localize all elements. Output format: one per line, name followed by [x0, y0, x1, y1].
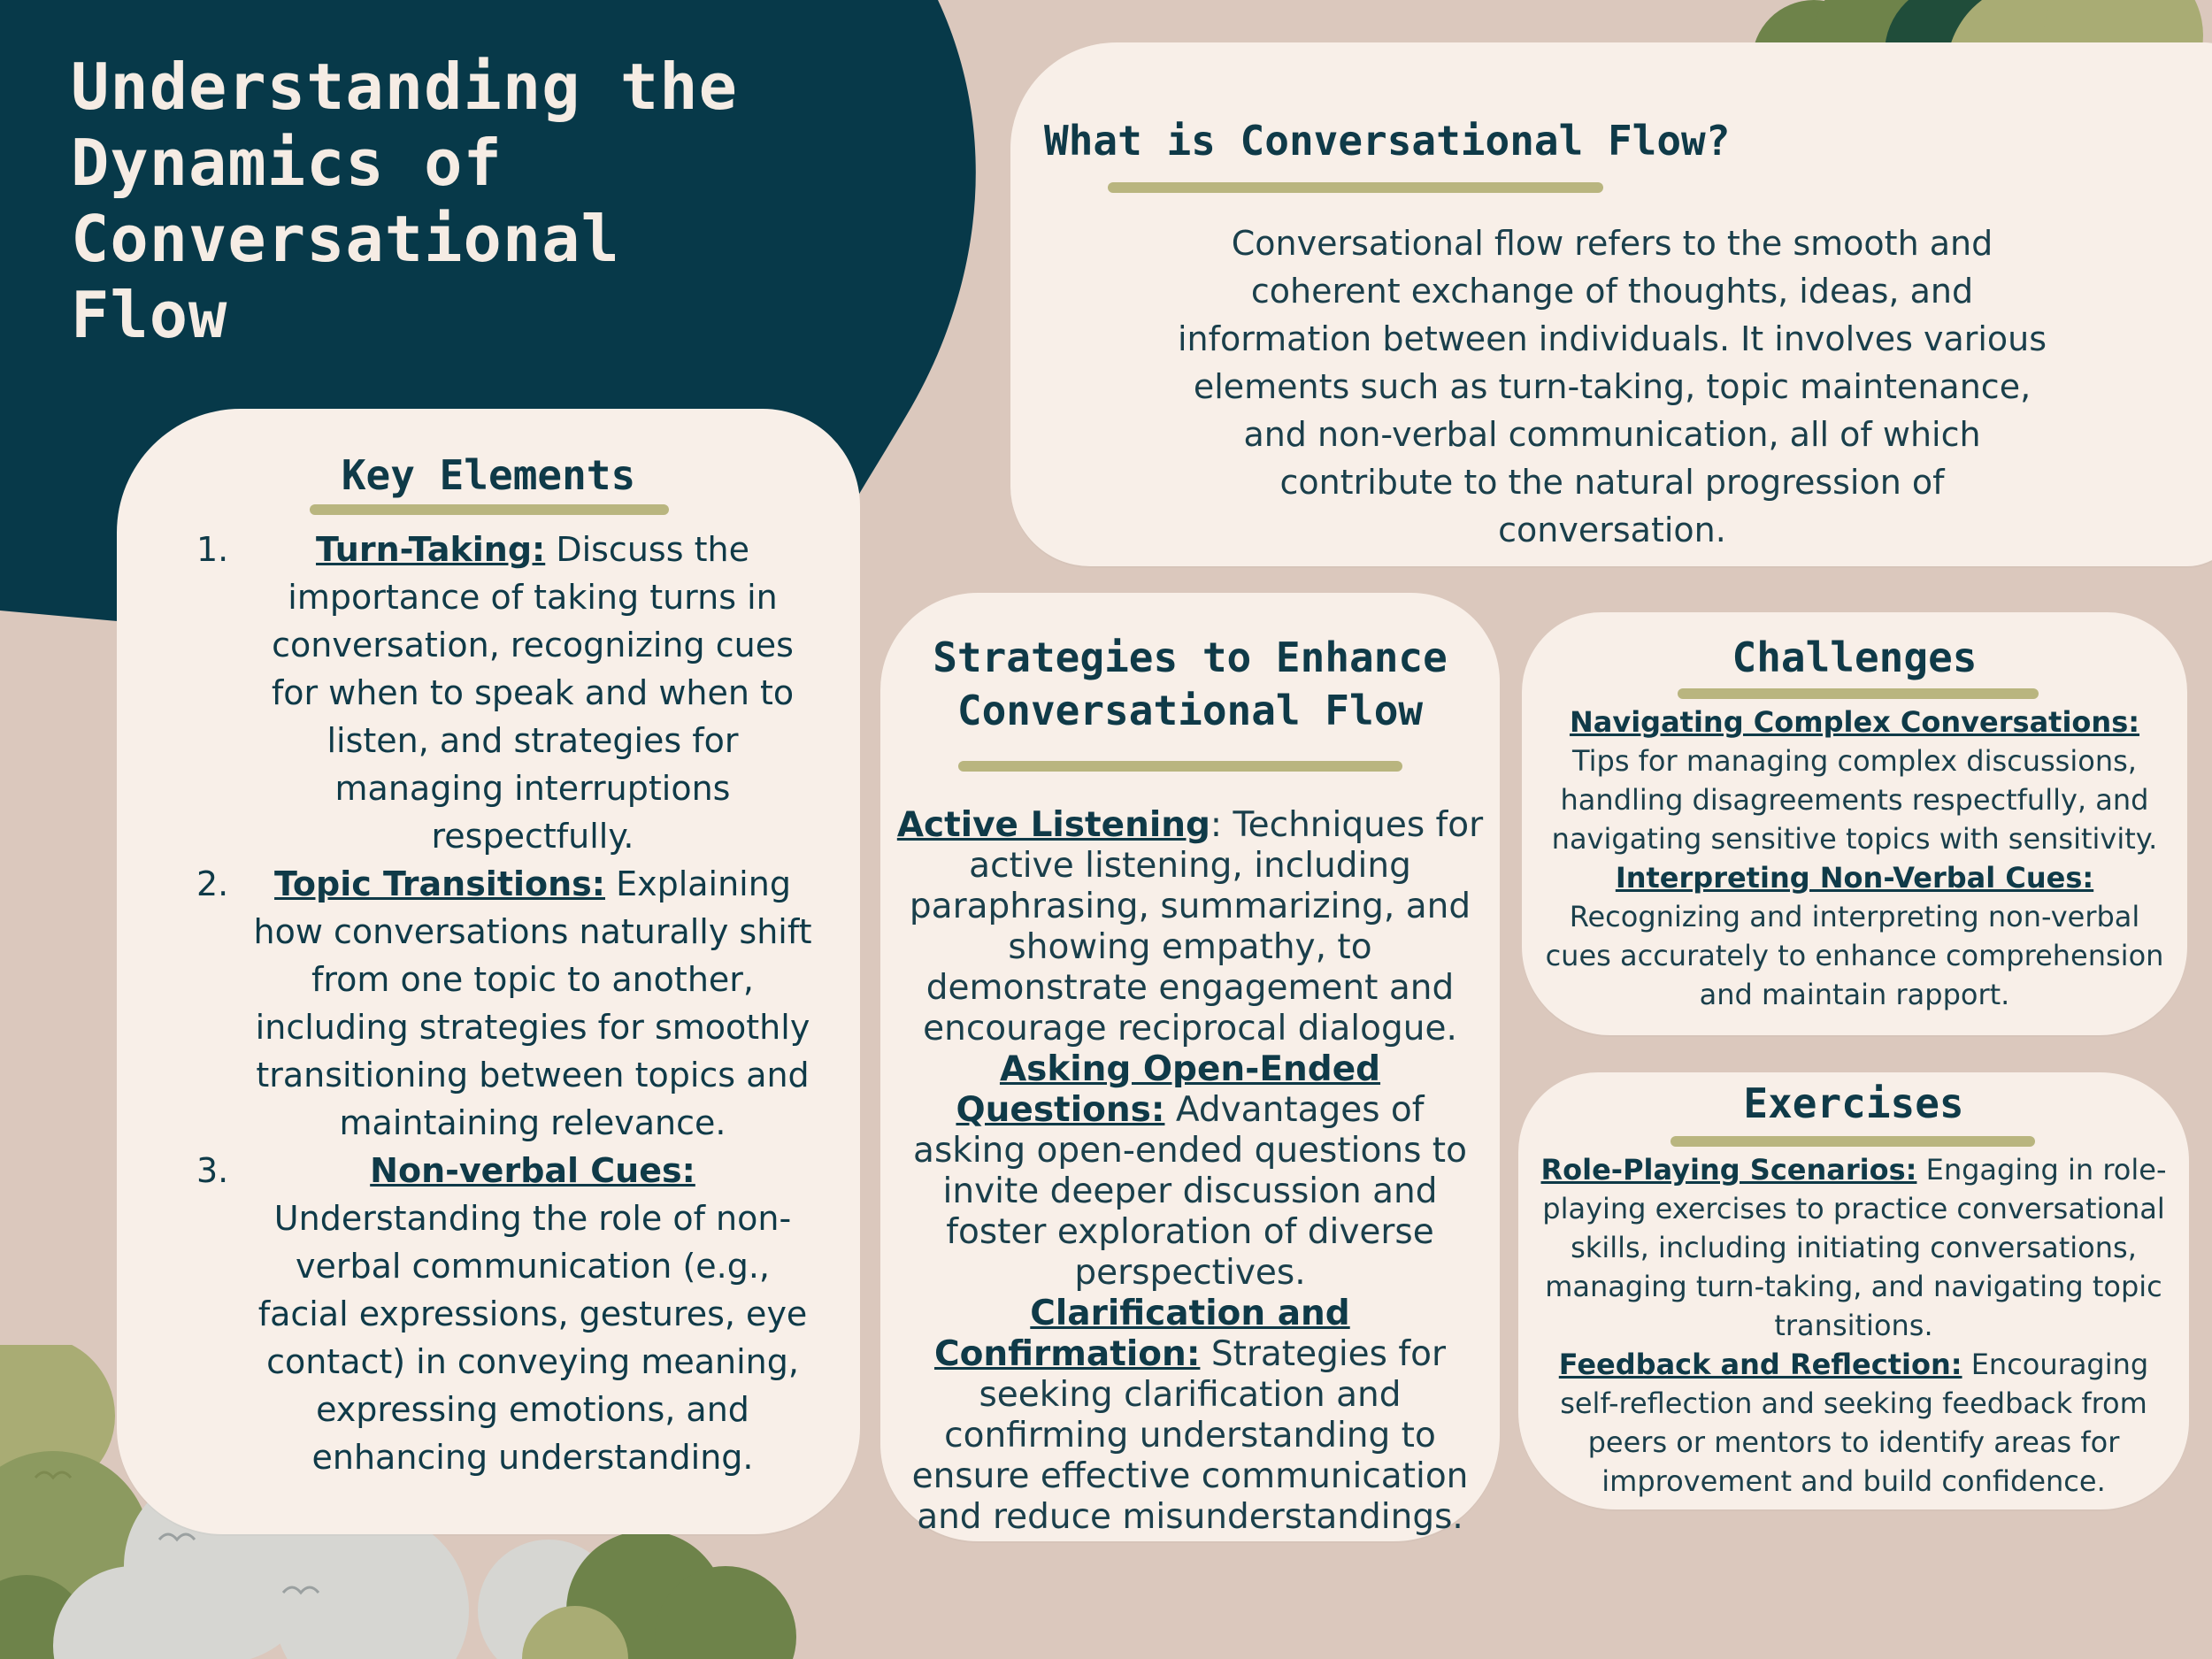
strategies-heading-line2: Conversational Flow: [956, 687, 1424, 734]
list-term: Turn-Taking:: [316, 530, 546, 569]
list-text: Strategies for seeking clarification and confirming understanding to ensure effective communication and reduce misunderstandings.: [911, 1334, 1469, 1537]
list-text: : Techniques for active listening, including paraphrasing, summarizing, and showing empathy, to demonstrate engagement and encourage reciprocal dialogue.: [909, 805, 1484, 1048]
list-text: Understanding the role of non-verbal communication (e.g., facial expressions, gestures, eye contact) in conveying meaning, expressing emotions, and enhancing understanding.: [257, 1199, 808, 1477]
challenges-heading: Challenges: [1732, 634, 1978, 681]
exercises-body: [1536, 1150, 2171, 1501]
list-term: Asking Open-Ended Questions:: [956, 1049, 1381, 1130]
list-term: Clarification and Confirmation:: [933, 1294, 1350, 1374]
exercises-heading: Exercises: [1743, 1079, 1964, 1127]
list-text: Recognizing and interpreting non-verbal cues accurately to enhance comprehension and maintain rapport.: [1545, 900, 2164, 1011]
list-item: [196, 1147, 816, 1481]
strategies-heading-line1: Strategies to Enhance: [933, 634, 1448, 681]
list-item: [196, 526, 816, 860]
list-term: Feedback and Reflection:: [1558, 1348, 1962, 1381]
key-elements-underline: [310, 504, 669, 515]
list-term: Active Listening: [896, 805, 1210, 845]
challenges-underline: [1678, 688, 2039, 699]
list-item: [1540, 703, 2170, 858]
list-text: Tips for managing complex discussions, handling disagreements respectfully, and navigating sensitive topics with sensitivity.: [1551, 744, 2158, 856]
list-item: [1536, 1150, 2171, 1345]
strategies-body: [896, 805, 1484, 1538]
what-is-card: [1010, 42, 2212, 566]
list-item: [896, 805, 1484, 1049]
key-elements-heading: Key Elements: [341, 451, 636, 499]
list-number: 2.: [196, 864, 229, 903]
list-text: Advantages of asking open-ended questions to invite deeper discussion and foster exploration of diverse perspectives.: [913, 1090, 1467, 1293]
list-item: [1540, 858, 2170, 1014]
list-text: Engaging in role-playing exercises to practice conversational skills, including initiating conversations, managing turn-taking, and navigating topic transitions.: [1542, 1153, 2167, 1342]
list-number: 1.: [196, 530, 229, 569]
strategies-card: [880, 593, 1500, 1541]
what-is-body: Conversational flow refers to the smooth and coherent exchange of thoughts, ideas, and information between individuals. It involves various elements such as turn-taking, topic maintenance, and non-verbal communication, all of which contribute to the natural progression of conversation.: [1177, 224, 2047, 549]
challenges-body: [1540, 703, 2170, 1014]
page-title: Understanding the Dynamics of Conversational Flow: [71, 50, 738, 352]
list-item: [196, 860, 816, 1147]
key-elements-list: [196, 526, 816, 1481]
list-term: Non-verbal Cues:: [370, 1151, 695, 1190]
list-text: Discuss the importance of taking turns in conversation, recognizing cues for when to speak and when to listen, and strategies for managing interruptions respectfully.: [271, 530, 795, 856]
list-text: Encouraging self-reflection and seeking feedback from peers or mentors to identify areas for improvement and build confidence.: [1560, 1348, 2149, 1498]
strategies-underline: [958, 761, 1402, 772]
what-is-heading: What is Conversational Flow?: [1044, 117, 1731, 165]
what-is-underline: [1108, 182, 1603, 193]
exercises-card: [1518, 1072, 2189, 1509]
exercises-underline: [1671, 1136, 2035, 1147]
list-item: [1536, 1345, 2171, 1501]
list-item: [896, 1049, 1484, 1294]
list-number: 3.: [196, 1151, 229, 1190]
list-term: Role-Playing Scenarios:: [1540, 1153, 1917, 1187]
list-text: Explaining how conversations naturally shift from one topic to another, including strategies for smoothly transitioning between topics and maintaining relevance.: [253, 864, 812, 1142]
key-elements-card: [117, 409, 860, 1534]
challenges-card: [1522, 612, 2187, 1035]
list-term: Navigating Complex Conversations:: [1569, 705, 2140, 739]
list-item: [896, 1294, 1484, 1538]
list-term: Interpreting Non-Verbal Cues:: [1615, 861, 2094, 895]
list-term: Topic Transitions:: [274, 864, 605, 903]
